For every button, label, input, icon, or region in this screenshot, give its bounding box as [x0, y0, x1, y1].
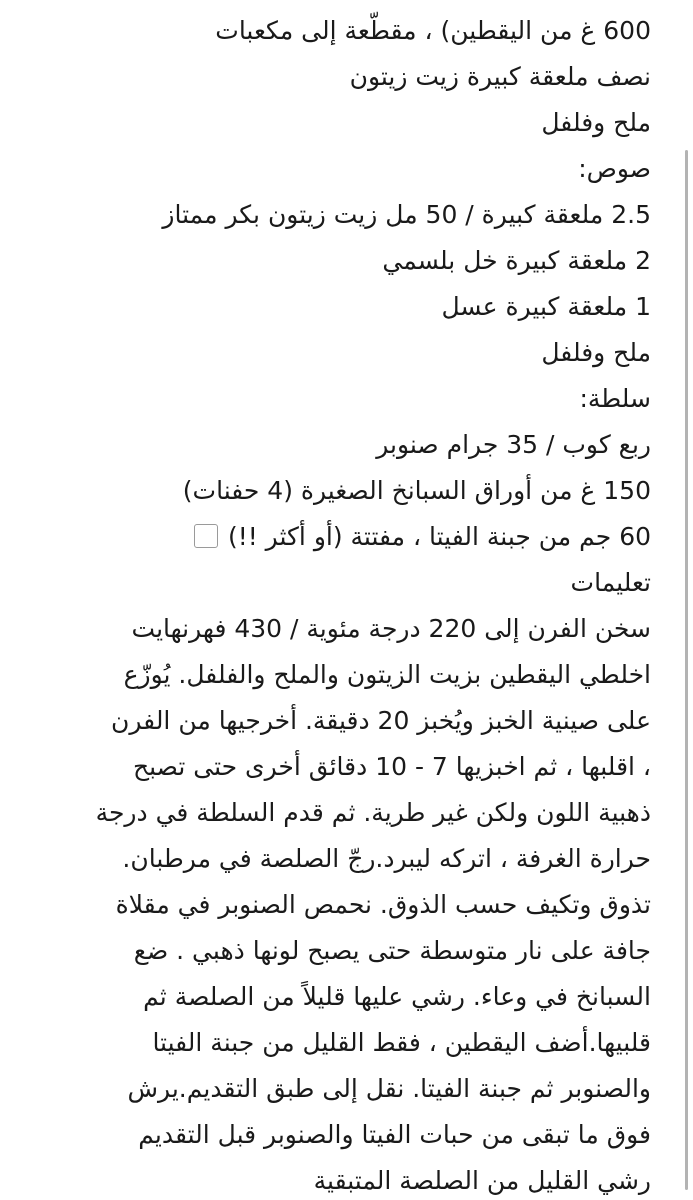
instruction-line: ، اقلبها ، ثم اخبزيها 7 - 10 دقائق أخرى حتى تصبح [132, 752, 651, 781]
ingredient-checkbox[interactable] [194, 524, 218, 548]
section-heading-sauce: صوص: [578, 154, 651, 183]
section-heading-salad: سلطة: [579, 384, 651, 413]
vertical-scrollbar[interactable] [685, 150, 688, 1190]
checkbox-ingredient-row [14, 514, 651, 560]
instruction-line: والصنوبر ثم جبنة الفيتا. نقل إلى طبق التقديم.يرش [127, 1074, 651, 1103]
checkbox-ingredient-text: 60 جم من جبنة الفيتا ، مفتتة (أو أكثر !!) [227, 522, 651, 551]
instructions-paragraph [14, 606, 651, 1200]
instruction-line: فوق ما تبقى من حبات الفيتا والصنوبر قبل التقديم [138, 1120, 651, 1149]
ingredient-line: نصف ملعقة كبيرة زيت زيتون [349, 62, 651, 91]
ingredient-line: 1 ملعقة كبيرة عسل [441, 292, 651, 321]
instruction-line: قلبيها.أضف اليقطين ، فقط القليل من جبنة الفيتا [152, 1028, 651, 1057]
instruction-line: على صينية الخبز ويُخبز 20 دقيقة. أخرجيها من الفرن [111, 706, 651, 735]
instruction-line: رشي القليل من الصلصة المتبقية [313, 1166, 651, 1195]
instruction-line: اخلطي اليقطين بزيت الزيتون والملح والفلفل. يُوزّع [123, 660, 651, 689]
instruction-line: السبانخ في وعاء. رشي عليها قليلاً من الصلصة ثم [143, 982, 651, 1011]
ingredient-line: ربع كوب / 35 جرام صنوبر [376, 430, 651, 459]
ingredient-line: 150 غ من أوراق السبانخ الصغيرة (4 حفنات) [182, 476, 651, 505]
instructions-heading: تعليمات [570, 568, 651, 597]
instruction-line: ذهبية اللون ولكن غير طرية. ثم قدم السلطة في درجة [95, 798, 651, 827]
ingredient-line: 2 ملعقة كبيرة خل بلسمي [382, 246, 651, 275]
instruction-line: سخن الفرن إلى 220 درجة مئوية / 430 فهرنهايت [131, 614, 651, 643]
ingredient-line: 2.5 ملعقة كبيرة / 50 مل زيت زيتون بكر ممتاز [162, 200, 651, 229]
ingredient-line: ملح وفلفل [541, 338, 651, 367]
instruction-line: جافة على نار متوسطة حتى يصبح لونها ذهبي . ضع [133, 936, 651, 965]
ingredient-line: ملح وفلفل [541, 108, 651, 137]
instruction-line: تذوق وتكيف حسب الذوق. نحمص الصنوبر في مقلاة [115, 890, 651, 919]
instruction-line: حرارة الغرفة ، اتركه ليبرد.رجّ الصلصة في مرطبان. [122, 844, 651, 873]
ingredient-line: 600 غ من اليقطين) ، مقطّعة إلى مكعبات [215, 16, 651, 45]
